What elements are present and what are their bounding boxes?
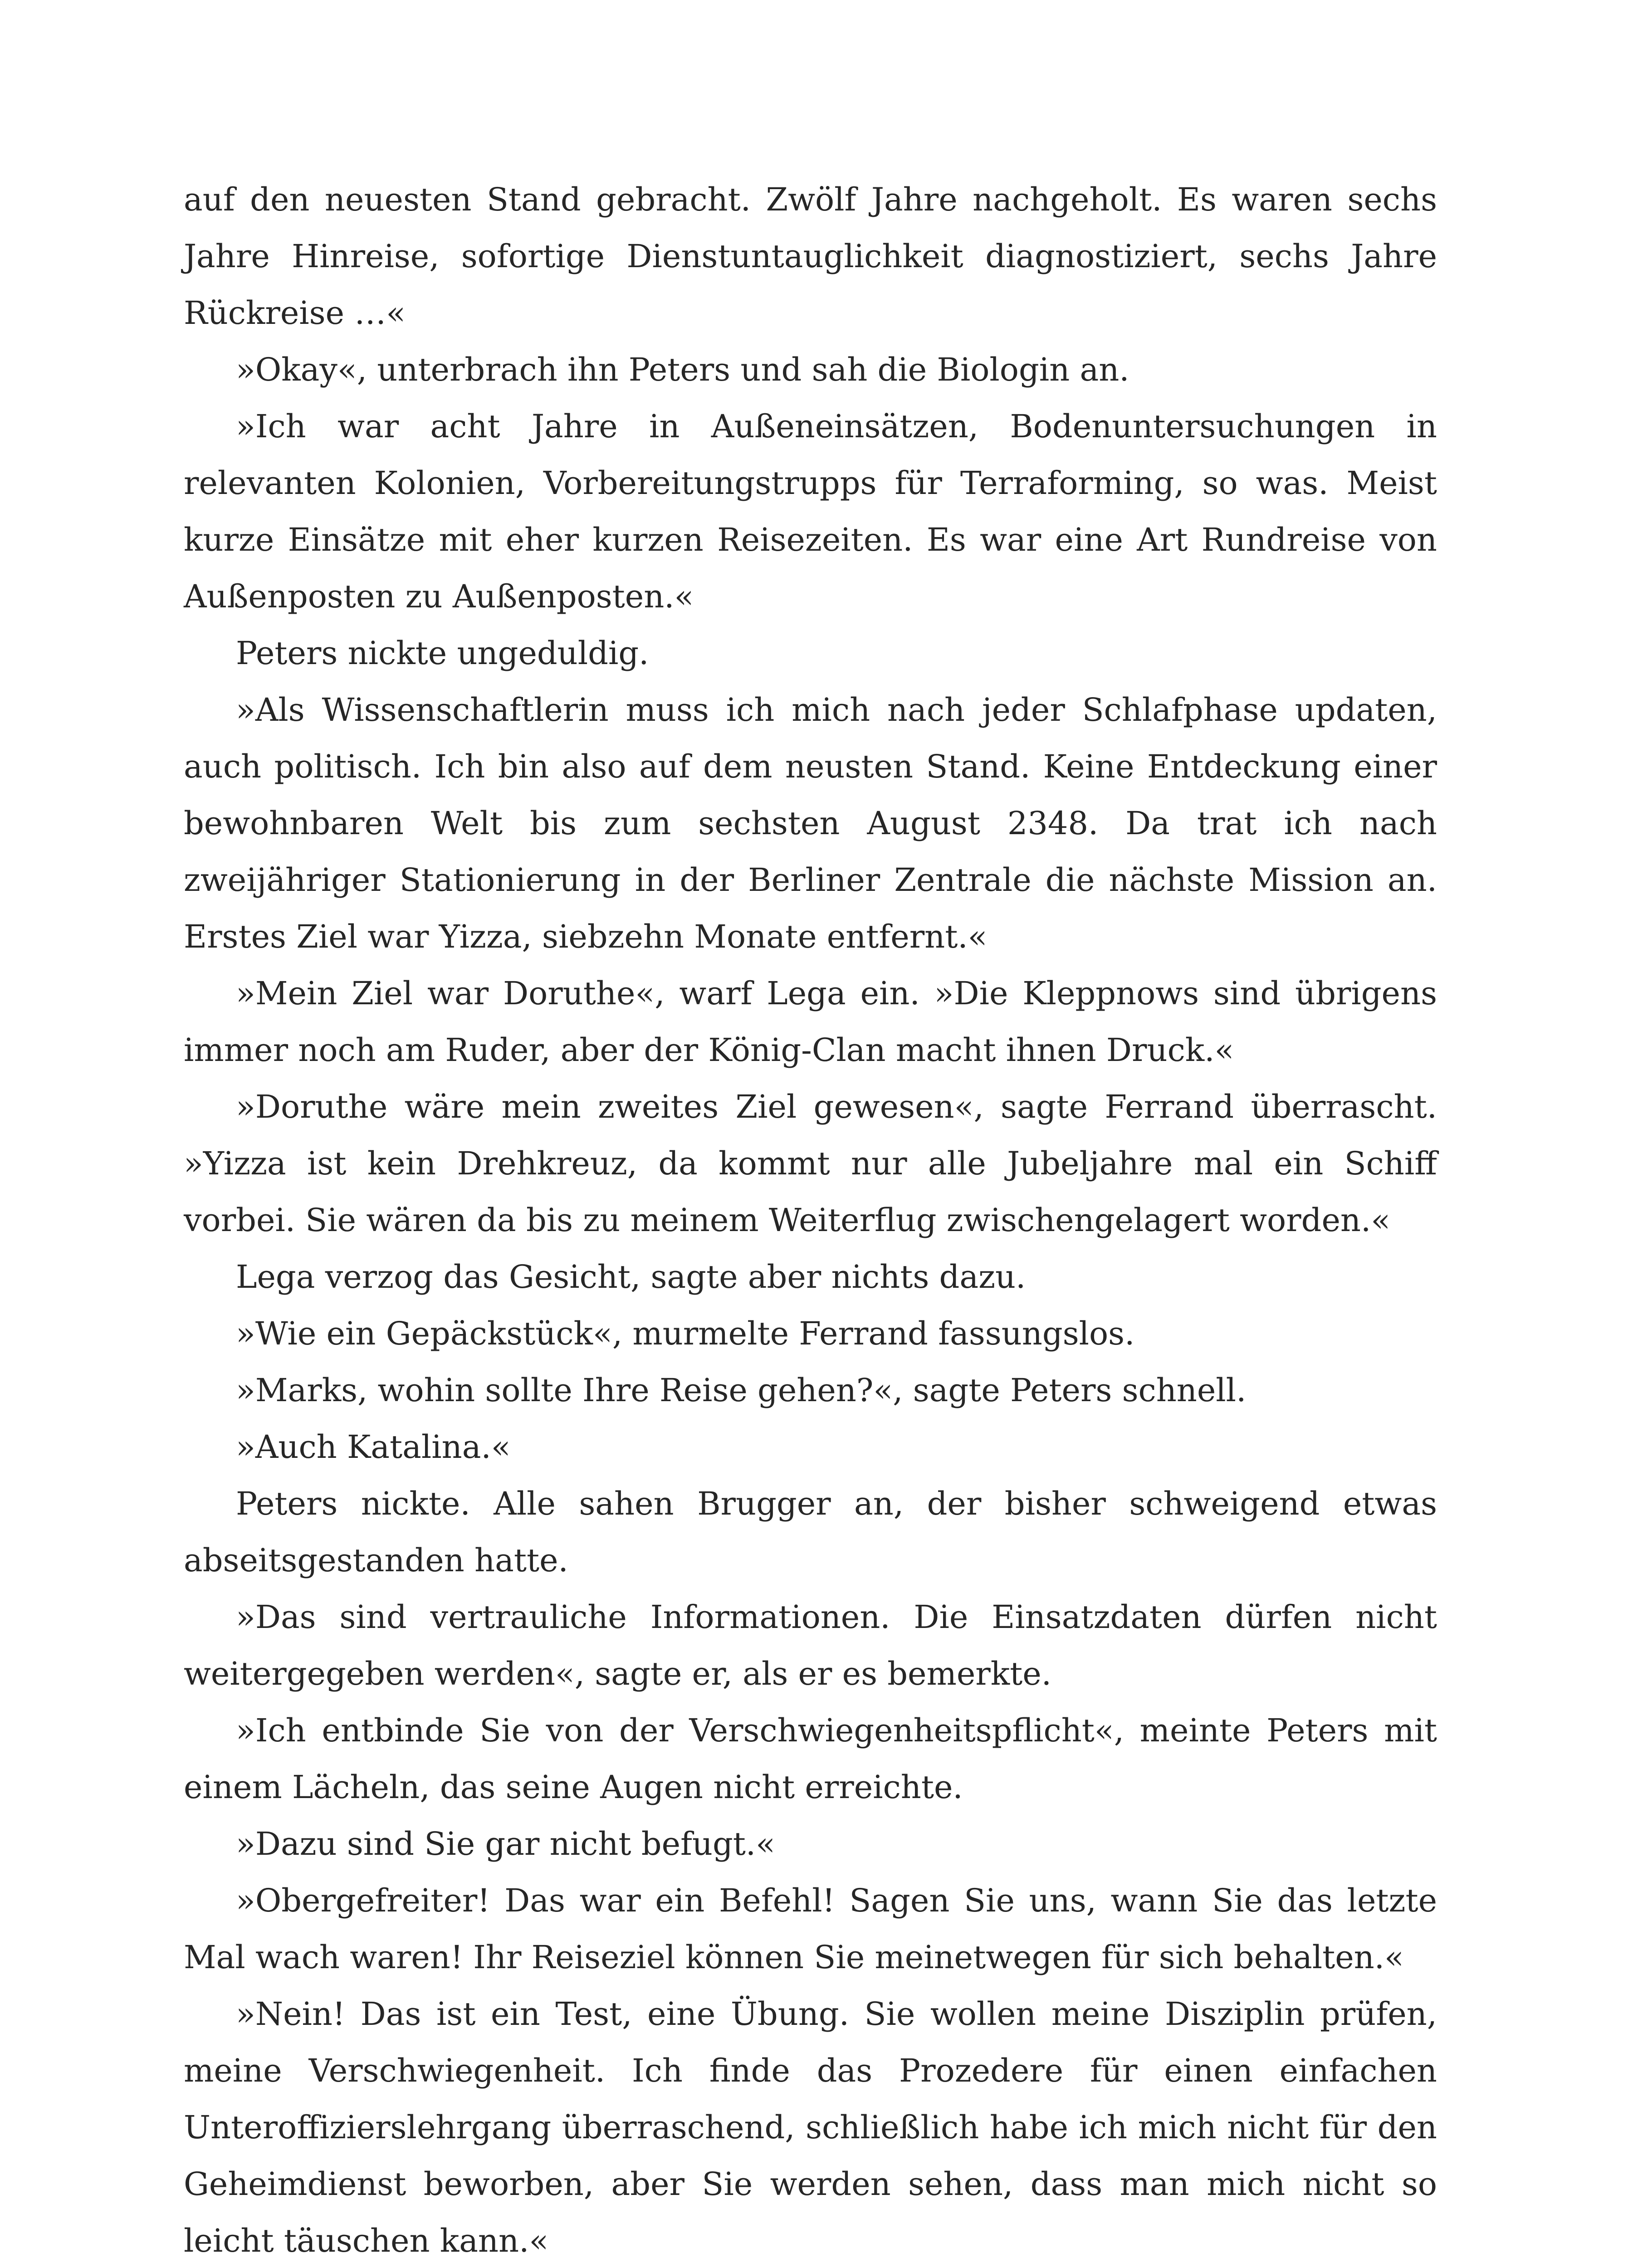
paragraph: »Okay«, unterbrach ihn Peters und sah die Biologin an.	[236, 351, 1129, 388]
paragraph: »Ich war acht Jahre in Außeneinsätzen, Bodenuntersuchungen in relevanten Kolonien, Vorbereitungstrupps für Terraforming, so was. Meist kurze Einsätze mit eher kurzen Reisezeiten. Es war eine Art Rundreise von Außenposten zu Außenposten.«	[184, 408, 1437, 615]
paragraph: Lega verzog das Gesicht, sagte aber nichts dazu.	[236, 1258, 1026, 1295]
paragraph: »Nein! Das ist ein Test, eine Übung. Sie wollen meine Disziplin prüfen, meine Verschwiegenheit. Ich finde das Prozedere für einen einfachen Unteroffizierslehrgang überraschend, schließlich habe ich mich nicht für den Geheimdienst beworben, aber Sie werden sehen, dass man mich nicht so leicht täuschen kann.«	[184, 1995, 1437, 2259]
paragraph: »Das sind vertrauliche Informationen. Die Einsatzdaten dürfen nicht weitergegeben werden«, sagte er, als er es bemerkte.	[184, 1598, 1437, 1692]
paragraph: »Auch Katalina.«	[236, 1428, 511, 1466]
paragraph: Peters nickte ungeduldig.	[236, 635, 649, 672]
paragraph: auf den neuesten Stand gebracht. Zwölf Jahre nachgeholt. Es waren sechs Jahre Hinreise, sofortige Dienstuntauglichkeit diagnostiziert, sechs Jahre Rückreise …«	[184, 181, 1437, 332]
body-text	[184, 171, 1437, 2268]
paragraph: »Obergefreiter! Das war ein Befehl! Sagen Sie uns, wann Sie das letzte Mal wach waren! Ihr Reiseziel können Sie meinetwegen für sich behalten.«	[184, 1882, 1437, 1976]
paragraph: »Ich entbinde Sie von der Verschwiegenheitspflicht«, meinte Peters mit einem Lächeln, das seine Augen nicht erreichte.	[184, 1712, 1437, 1806]
paragraph: Peters nickte. Alle sahen Brugger an, der bisher schweigend etwas abseitsgestanden hatte.	[184, 1485, 1437, 1579]
paragraph: »Marks, wohin sollte Ihre Reise gehen?«, sagte Peters schnell.	[236, 1372, 1247, 1409]
paragraph: »Wie ein Gepäckstück«, murmelte Ferrand fassungslos.	[236, 1315, 1135, 1352]
paragraph: »Mein Ziel war Doruthe«, warf Lega ein. »Die Kleppnows sind übrigens immer noch am Ruder, aber der König-Clan macht ihnen Druck.«	[184, 975, 1437, 1069]
paragraph: »Dazu sind Sie gar nicht befugt.«	[236, 1825, 776, 1862]
paragraph: »Als Wissenschaftlerin muss ich mich nach jeder Schlafphase updaten, auch politisch. Ich bin also auf dem neusten Stand. Keine Entdeckung einer bewohnbaren Welt bis zum sechsten August 2348. Da trat ich nach zweijähriger Stationierung in der Berliner Zentrale die nächste Mission an. Erstes Ziel war Yizza, siebzehn Monate entfernt.«	[184, 691, 1437, 955]
paragraph: »Doruthe wäre mein zweites Ziel gewesen«, sagte Ferrand überrascht. »Yizza ist kein Drehkreuz, da kommt nur alle Jubeljahre mal ein Schiff vorbei. Sie wären da bis zu meinem Weiterflug zwischengelagert worden.«	[184, 1088, 1437, 1239]
